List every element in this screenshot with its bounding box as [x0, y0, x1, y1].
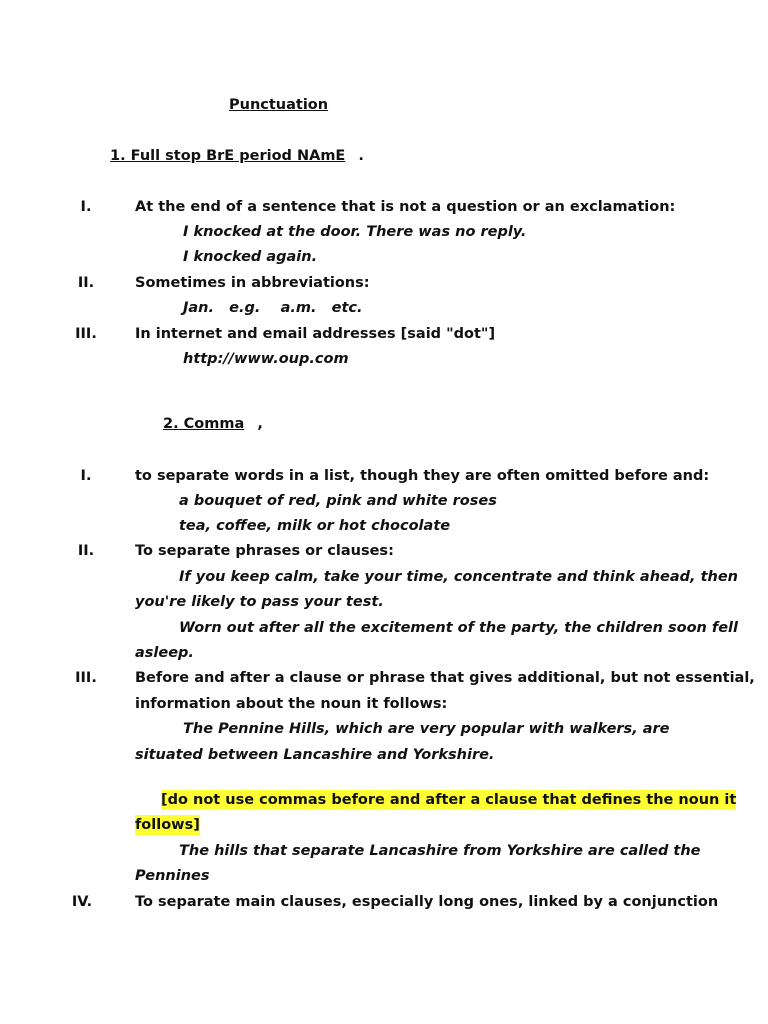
example-text: you're likely to pass your test.: [135, 594, 384, 610]
comma-symbol: ,: [257, 416, 263, 432]
numeral-2-4: IV.: [71, 894, 93, 910]
example-text: http://www.oup.com: [183, 351, 349, 367]
example-text: situated between Lancashire and Yorkshire.: [135, 747, 495, 763]
section-heading-comma: 2. Comma: [163, 416, 245, 432]
rule-text: information about the noun it follows:: [135, 696, 448, 712]
example-text: The hills that separate Lancashire from Yorkshire are called the: [179, 843, 701, 859]
example-text: Jan. e.g. a.m. etc.: [183, 300, 363, 316]
example-text: If you keep calm, take your time, concentrate and think ahead, then: [179, 569, 738, 585]
numeral-2-2: II.: [77, 543, 95, 559]
page-title: Punctuation: [229, 97, 329, 113]
full-stop-symbol: .: [358, 148, 364, 164]
rule-text: to separate words in a list, though they are often omitted before and:: [135, 468, 710, 484]
rule-text: Sometimes in abbreviations:: [135, 275, 370, 291]
example-text: asleep.: [135, 645, 194, 661]
example-text: Worn out after all the excitement of the party, the children soon fell: [179, 620, 739, 636]
numeral-2-3: III.: [75, 670, 97, 686]
rule-text: To separate main clauses, especially long ones, linked by a conjunction: [135, 894, 719, 910]
rule-text: In internet and email addresses [said "dot"]: [135, 326, 496, 342]
numeral-2-1: I.: [80, 468, 92, 484]
rule-text: To separate phrases or clauses:: [135, 543, 394, 559]
numeral-1-2: II.: [77, 275, 95, 291]
section-heading-full-stop: 1. Full stop BrE period NAmE: [110, 148, 346, 164]
example-text: I knocked at the door. There was no reply.: [183, 224, 527, 240]
rule-text: At the end of a sentence that is not a question or an exclamation:: [135, 199, 676, 215]
example-text: Pennines: [135, 868, 210, 884]
example-text: The Pennine Hills, which are very popular with walkers, are: [183, 721, 670, 737]
numeral-1-3: III.: [75, 326, 97, 342]
example-text: a bouquet of red, pink and white roses: [179, 493, 497, 509]
highlighted-note: [do not use commas before and after a clause that defines the noun it: [161, 792, 737, 808]
example-text: tea, coffee, milk or hot chocolate: [179, 518, 451, 534]
numeral-1-1: I.: [80, 199, 92, 215]
rule-text: Before and after a clause or phrase that gives additional, but not essential,: [135, 670, 755, 686]
highlighted-note: follows]: [135, 817, 200, 833]
example-text: I knocked again.: [183, 249, 318, 265]
